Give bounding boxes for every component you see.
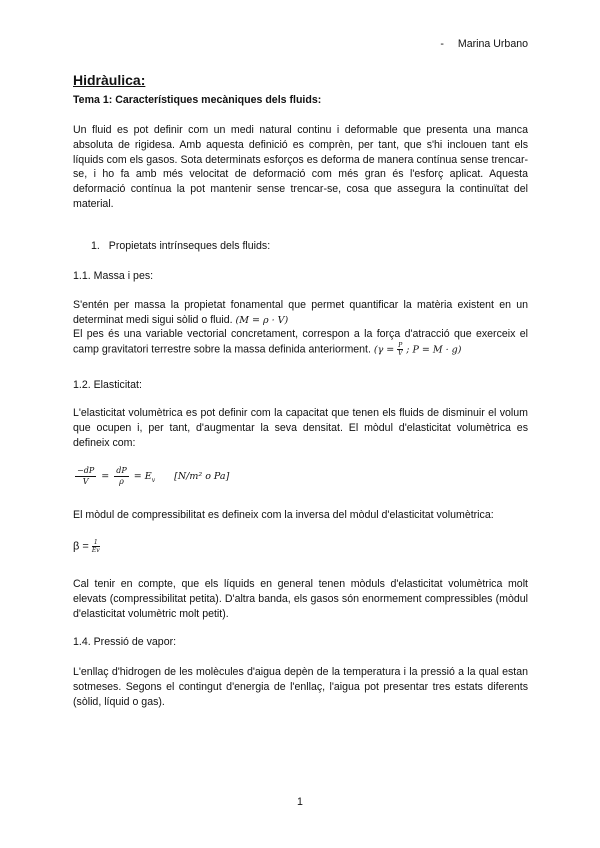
header-dash: -: [440, 38, 444, 50]
weight-fraction: [397, 342, 403, 357]
beta-equation: [73, 539, 100, 554]
eq-left-num: −dP: [77, 466, 95, 475]
weight-formula-rest: ; P = M · g): [406, 344, 462, 356]
beta-fraction: [92, 539, 100, 554]
page-number: 1: [297, 796, 303, 808]
intro-paragraph: Un fluid es pot definir com un medi natural continu i deformable que presenta una manca absoluta de rigidesa. Amb aquesta definició es comprèn, per tant, que s'hi inclouen tant els líquids com els gasos. Sota determinats esforços es deforma de manera contínua sense trencar-se, i ho fa amb més velocitat de deformació com més gran és l'esforç aplicat. Aquesta deformació contínua la pot mantenir sense trencar-se, cosa que assegura la continuïtat del material.: [73, 124, 528, 210]
section-1-4-heading: 1.4. Pressió de vapor:: [73, 636, 177, 648]
section-1-number: 1.: [91, 240, 100, 252]
beta-den: Ev: [91, 547, 100, 554]
eq-units: [N/m² o Pa]: [174, 471, 230, 482]
elasticity-equation: [73, 466, 229, 487]
vapor-pressure-paragraph: L'enllaç d'hidrogen de les molècules d'aigua depèn de la temperatura i la pressió a la qual estan sotmeses. Segons el contingut d'energia de l'enllaç, l'aigua pot presentar tres estats diferents (sòlid, líquid o gas).: [73, 666, 528, 708]
mass-paragraph: [73, 298, 528, 329]
mass-formula: (M = ρ · V): [235, 314, 289, 326]
section-1-label: Propietats intrínseques dels fluids:: [108, 240, 271, 252]
author-name: Marina Urbano: [457, 38, 528, 50]
liquids-gases-paragraph: Cal tenir en compte, que els líquids en general tenen mòduls d'elasticitat volumètrica molt elevats (compressibilitat petita). D'altra banda, els gasos són enormement compressibles (mòdul d'elasticitat volumètric molt petit).: [73, 578, 528, 620]
weight-text: El pes és una variable vectorial concretament, correspon a la força d'atracció que exerceix el camp gravitatori terrestre sobre la massa definida anteriorment.: [73, 328, 528, 356]
eq-left-fraction: [75, 466, 96, 487]
weight-paragraph: [73, 327, 528, 358]
eq-left-den: V: [82, 477, 89, 486]
document-subtitle: Tema 1: Característiques mecàniques dels fluids:: [73, 94, 322, 106]
section-1-heading: [91, 240, 270, 252]
beta-num: 1: [93, 539, 98, 546]
beta-symbol: β =: [73, 540, 89, 553]
section-1-1-heading: 1.1. Massa i pes:: [73, 270, 154, 282]
document-title: Hidràulica:: [73, 72, 146, 88]
elasticity-paragraph: L'elasticitat volumètrica es pot definir com la capacitat que tenen els fluids de disminuir el volum que ocupen i, per tant, d'augmentar la seva densitat. El mòdul d'elasticitat volumètrica es defineix com:: [73, 407, 528, 449]
weight-frac-num: P: [398, 341, 403, 349]
compressibility-paragraph: El mòdul de compressibilitat es defineix com la inversa del mòdul d'elasticitat volumètrica:: [73, 509, 494, 521]
eq-mid-den: ρ: [119, 477, 124, 486]
eq-mid-num: dP: [116, 466, 127, 475]
weight-frac-den: V: [398, 349, 403, 357]
author-header: [440, 38, 528, 50]
weight-gamma: (γ =: [373, 344, 395, 356]
section-1-2-heading: 1.2. Elasticitat:: [73, 379, 142, 391]
eq-subscript: v: [151, 476, 156, 484]
eq-mid-fraction: [114, 466, 129, 487]
mass-text: S'entén per massa la propietat fonamental que permet quantificar la matèria existent en un determinat medi sigui sòlid o fluid.: [73, 299, 528, 326]
eq-equals-1: =: [101, 471, 110, 482]
eq-equals-2: = E: [133, 471, 152, 482]
